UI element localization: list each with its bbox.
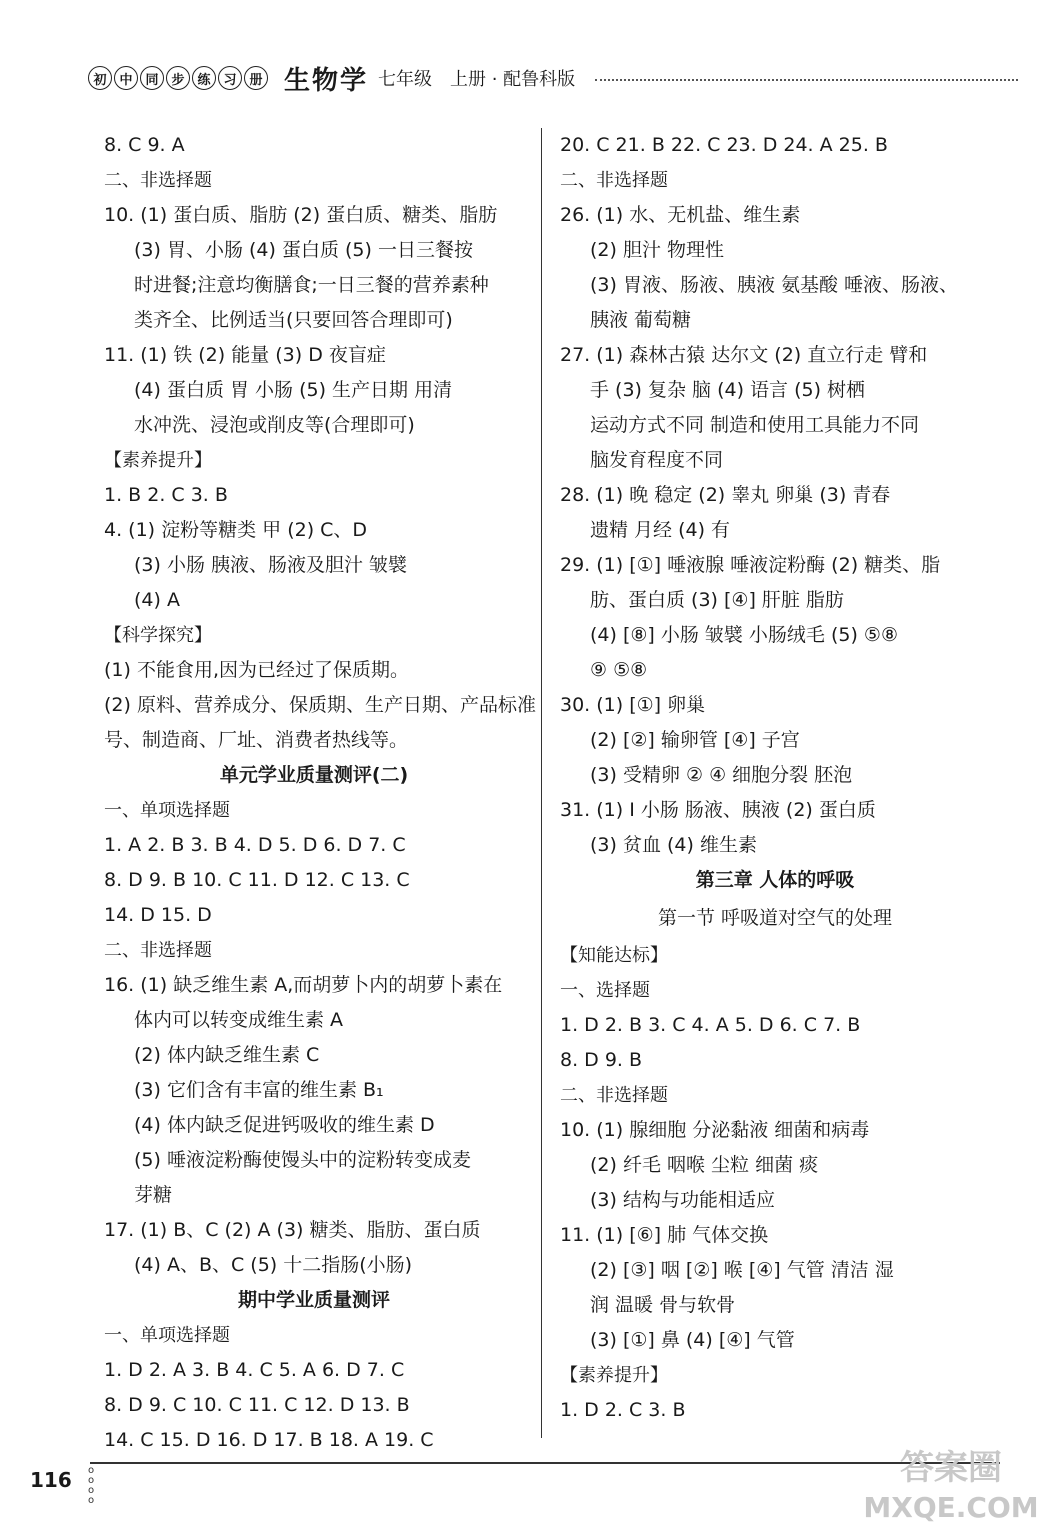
watermark-text: 答案圈 xyxy=(900,1448,1002,1488)
series-char: 中 xyxy=(114,66,138,90)
page-number: 116 xyxy=(30,1468,72,1492)
answer-line: 8. C 9. A xyxy=(104,134,185,156)
answer-line: (4) [⑧] 小肠 皱襞 小肠绒毛 (5) ⑤⑧ xyxy=(590,624,898,646)
page-header xyxy=(88,60,1018,96)
answer-line: 一、单项选择题 xyxy=(104,800,230,821)
answer-line: 【科学探究】 xyxy=(104,625,212,646)
answer-line: 20. C 21. B 22. C 23. D 24. A 25. B xyxy=(560,134,888,156)
answer-line: (3) 贫血 (4) 维生素 xyxy=(590,834,757,856)
answer-line: (2) [②] 输卵管 [④] 子宫 xyxy=(590,729,800,751)
answer-line: 【素养提升】 xyxy=(104,450,212,471)
answer-line: 手 (3) 复杂 脑 (4) 语言 (5) 树栖 xyxy=(590,379,866,401)
answer-line: (2) 纤毛 咽喉 尘粒 细菌 痰 xyxy=(590,1154,819,1176)
answer-line: 期中学业质量测评 xyxy=(237,1289,390,1311)
answer-line: (2) 原料、营养成分、保质期、生产日期、产品标准 xyxy=(104,694,536,716)
series-char: 同 xyxy=(140,66,164,90)
watermark-url: MXQE.COM xyxy=(863,1491,1039,1524)
watermark-logo xyxy=(861,1448,1041,1528)
answer-line: 1. B 2. C 3. B xyxy=(104,484,228,506)
answer-line: 1. D 2. A 3. B 4. C 5. A 6. D 7. C xyxy=(104,1359,405,1381)
answer-line: 17. (1) B、C (2) A (3) 糖类、脂肪、蛋白质 xyxy=(104,1219,481,1241)
answer-line: 16. (1) 缺乏维生素 A,而胡萝卜内的胡萝卜素在 xyxy=(104,974,503,996)
series-char: 初 xyxy=(88,66,112,90)
answer-line: (4) A xyxy=(134,589,180,611)
answer-line: 芽糖 xyxy=(134,1184,173,1206)
answer-line: (3) [①] 鼻 (4) [④] 气管 xyxy=(590,1329,795,1351)
answer-line: 二、非选择题 xyxy=(104,940,212,961)
answer-line: (3) 结构与功能相适应 xyxy=(590,1189,775,1211)
right-answer-column xyxy=(560,128,990,1428)
answer-line: 二、非选择题 xyxy=(560,170,668,191)
answer-line: 26. (1) 水、无机盐、维生素 xyxy=(560,204,801,226)
answer-line: 29. (1) [①] 唾液腺 唾液淀粉酶 (2) 糖类、脂 xyxy=(560,554,941,576)
answer-line: 10. (1) 蛋白质、脂肪 (2) 蛋白质、糖类、脂肪 xyxy=(104,204,498,226)
answer-line: 10. (1) 腺细胞 分泌黏液 细菌和病毒 xyxy=(560,1119,870,1141)
answer-line: 1. D 2. C 3. B xyxy=(560,1399,686,1421)
footer-dots: o o o o xyxy=(88,1465,95,1506)
series-char: 练 xyxy=(192,66,216,90)
answer-line: 肪、蛋白质 (3) [④] 肝脏 脂肪 xyxy=(590,589,844,611)
answer-line: (2) 胆汁 物理性 xyxy=(590,239,724,261)
answer-line: 14. D 15. D xyxy=(104,904,212,926)
answer-line: 体内可以转变成维生素 A xyxy=(134,1009,344,1031)
column-divider xyxy=(541,128,542,1438)
answer-line: 11. (1) 铁 (2) 能量 (3) D 夜盲症 xyxy=(104,344,386,366)
answer-line: 第三章 人体的呼吸 xyxy=(695,869,855,891)
edition-label: 上册 · 配鲁科版 xyxy=(450,69,576,90)
answer-line: (5) 唾液淀粉酶使馒头中的淀粉转变成麦 xyxy=(134,1149,471,1171)
answer-line: 一、选择题 xyxy=(560,980,650,1001)
answer-line: 二、非选择题 xyxy=(104,170,212,191)
header-dotted-rule xyxy=(595,79,1018,81)
answer-line: 第一节 呼吸道对空气的处理 xyxy=(657,907,893,929)
answer-line: 14. C 15. D 16. D 17. B 18. A 19. C xyxy=(104,1429,434,1451)
answer-line: (3) 受精卵 ② ④ 细胞分裂 胚泡 xyxy=(590,764,853,786)
answer-line: 运动方式不同 制造和使用工具能力不同 xyxy=(590,414,920,436)
grade-label: 七年级 xyxy=(378,69,433,90)
answer-line: 4. (1) 淀粉等糖类 甲 (2) C、D xyxy=(104,519,368,541)
answer-line: (3) 小肠 胰液、肠液及胆汁 皱襞 xyxy=(134,554,408,576)
answer-line: 11. (1) [⑥] 肺 气体交换 xyxy=(560,1224,769,1246)
series-title xyxy=(88,66,268,90)
answer-line: 遗精 月经 (4) 有 xyxy=(590,519,731,541)
answer-line: 一、单项选择题 xyxy=(104,1325,230,1346)
subject-title: 生物学 xyxy=(284,65,369,96)
series-char: 习 xyxy=(218,66,242,90)
answer-line: 脑发育程度不同 xyxy=(590,449,724,471)
answer-line: 【知能达标】 xyxy=(560,945,668,966)
answer-line: 润 温暖 骨与软骨 xyxy=(590,1294,736,1316)
answer-line: 8. D 9. B 10. C 11. D 12. C 13. C xyxy=(104,869,410,891)
answer-line: 号、制造商、厂址、消费者热线等。 xyxy=(104,729,409,751)
answer-line: 30. (1) [①] 卵巢 xyxy=(560,694,706,716)
answer-line: 1. D 2. B 3. C 4. A 5. D 6. C 7. B xyxy=(560,1014,861,1036)
answer-line: 8. D 9. B xyxy=(560,1049,643,1071)
answer-line: (2) [③] 咽 [②] 喉 [④] 气管 清洁 湿 xyxy=(590,1259,894,1281)
answer-line: 单元学业质量测评(二) xyxy=(219,764,409,786)
answer-line: 类齐全、比例适当(只要回答合理即可) xyxy=(134,309,453,331)
left-answer-column xyxy=(104,128,536,1458)
answer-line: 8. D 9. C 10. C 11. C 12. D 13. B xyxy=(104,1394,410,1416)
answer-line: 二、非选择题 xyxy=(560,1085,668,1106)
series-char: 步 xyxy=(166,66,190,90)
answer-line: 水冲洗、浸泡或削皮等(合理即可) xyxy=(134,414,415,436)
answer-line: (1) 不能食用,因为已经过了保质期。 xyxy=(104,659,409,681)
answer-line: 31. (1) Ⅰ 小肠 肠液、胰液 (2) 蛋白质 xyxy=(560,799,876,821)
answer-line: 27. (1) 森林古猿 达尔文 (2) 直立行走 臂和 xyxy=(560,344,928,366)
answer-line: (3) 胃、小肠 (4) 蛋白质 (5) 一日三餐按 xyxy=(134,239,473,261)
answer-line: (4) A、B、C (5) 十二指肠(小肠) xyxy=(134,1254,413,1276)
answer-line: 【素养提升】 xyxy=(560,1365,668,1386)
answer-line: ⑨ ⑤⑧ xyxy=(590,659,648,681)
answer-line: 时进餐;注意均衡膳食;一日三餐的营养素种 xyxy=(134,274,489,296)
series-char: 册 xyxy=(244,66,268,90)
answer-line: (3) 胃液、肠液、胰液 氨基酸 唾液、肠液、 xyxy=(590,274,959,296)
answer-line: (2) 体内缺乏维生素 C xyxy=(134,1044,320,1066)
answer-line: (4) 体内缺乏促进钙吸收的维生素 D xyxy=(134,1114,435,1136)
answer-line: (4) 蛋白质 胃 小肠 (5) 生产日期 用清 xyxy=(134,379,453,401)
answer-line: 28. (1) 晚 稳定 (2) 睾丸 卵巢 (3) 青春 xyxy=(560,484,891,506)
answer-line: 1. A 2. B 3. B 4. D 5. D 6. D 7. C xyxy=(104,834,406,856)
answer-line: (3) 它们含有丰富的维生素 B₁ xyxy=(134,1079,384,1101)
answer-line: 胰液 葡萄糖 xyxy=(590,309,692,331)
